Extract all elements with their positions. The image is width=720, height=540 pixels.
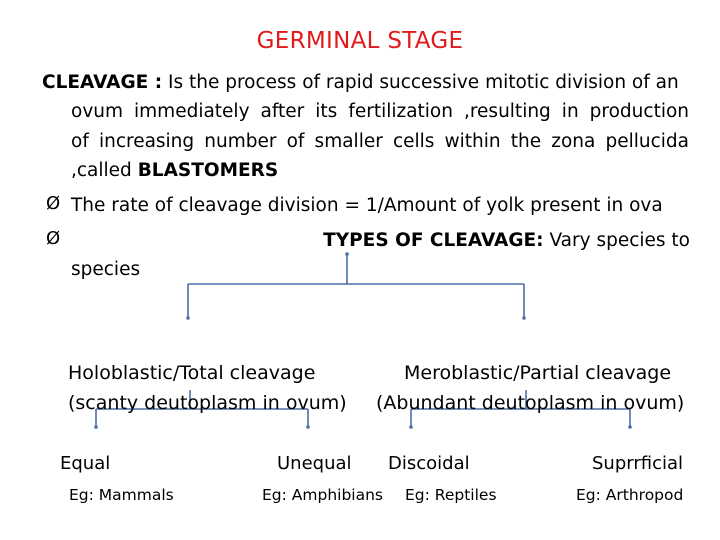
definition-text-1: Is the process of rapid successive mitotic division of an [168,72,679,93]
meroblastic-desc: (Abundant deutoplasm in ovum) [376,392,685,414]
superficial-node: Suprrficial [592,453,684,474]
page-title: GERMINAL STAGE [256,28,464,54]
blastomers-term: BLASTOMERS [137,160,279,181]
definition-line-3: of increasing number of smaller cells within the zona pellucida [71,131,689,152]
bullet-arrow-icon: Ø [46,193,61,214]
rate-bullet-text: The rate of cleavage division = 1/Amount of yolk present in ova [71,195,663,216]
holoblastic-title: Holoblastic/Total cleavage [68,362,316,384]
equal-example: Eg: Mammals [69,486,174,504]
meroblastic-title: Meroblastic/Partial cleavage [404,362,672,384]
holoblastic-desc: (scanty deutoplasm in ovum) [68,392,347,414]
equal-node: Equal [60,453,111,474]
bullet-arrow-icon: Ø [46,228,61,249]
types-term: TYPES OF CLEAVAGE: [323,230,544,251]
types-rest: Vary species to [549,230,690,251]
definition-line-2: ovum immediately after its fertilization ,resulting in production [71,101,689,122]
types-wrap: species [71,259,141,280]
superficial-example: Eg: Arthropod [576,486,684,504]
unequal-node: Unequal [277,453,352,474]
unequal-example: Eg: Amphibians [262,486,383,504]
definition-text-4: ,called [71,160,132,181]
discoidal-node: Discoidal [388,453,470,474]
cleavage-term: CLEAVAGE : [42,72,163,93]
discoidal-example: Eg: Reptiles [405,486,497,504]
